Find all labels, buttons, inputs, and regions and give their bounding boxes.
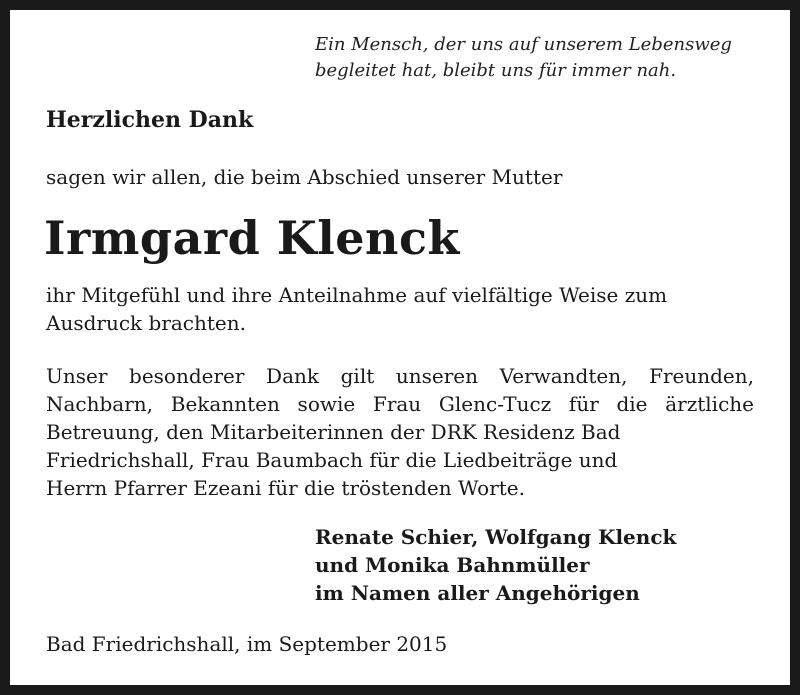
sympathy-paragraph — [46, 281, 766, 337]
thanks-paragraph — [46, 362, 754, 502]
thanks-heading: Herzlichen Dank — [46, 107, 254, 133]
paragraph-line: Herrn Pfarrer Ezeani für die tröstenden Worte. — [46, 476, 525, 500]
obituary-notice — [10, 10, 790, 685]
signature-block — [315, 523, 765, 607]
paragraph-line: Friedrichshall, Frau Baumbach für die Liedbeiträge und — [46, 448, 618, 472]
quote-line: begleitet hat, bleibt uns für immer nah. — [315, 60, 677, 81]
paragraph-line: Betreuung, den Mitarbeiterinnen der DRK Residenz Bad — [46, 420, 621, 444]
paragraph-line: Unser besonderer Dank gilt unseren Verwandten, Freunden, — [46, 364, 754, 388]
quote-line: Ein Mensch, der uns auf unserem Lebensweg — [315, 34, 732, 55]
paragraph-line: ihr Mitgefühl und ihre Anteilnahme auf vielfältige Weise zum — [46, 283, 668, 307]
intro-text: sagen wir allen, die beim Abschied unserer Mutter — [46, 165, 563, 189]
signature-line: im Namen aller Angehörigen — [315, 581, 640, 605]
paragraph-line: Nachbarn, Bekannten sowie Frau Glenc-Tucz für die ärztliche — [46, 392, 754, 416]
place-and-date: Bad Friedrichshall, im September 2015 — [46, 632, 448, 656]
signature-line: und Monika Bahnmüller — [315, 553, 590, 577]
memorial-quote — [315, 32, 775, 84]
paragraph-line: Ausdruck brachten. — [46, 311, 246, 335]
deceased-name: Irmgard Klenck — [44, 211, 460, 265]
signature-line: Renate Schier, Wolfgang Klenck — [315, 525, 677, 549]
